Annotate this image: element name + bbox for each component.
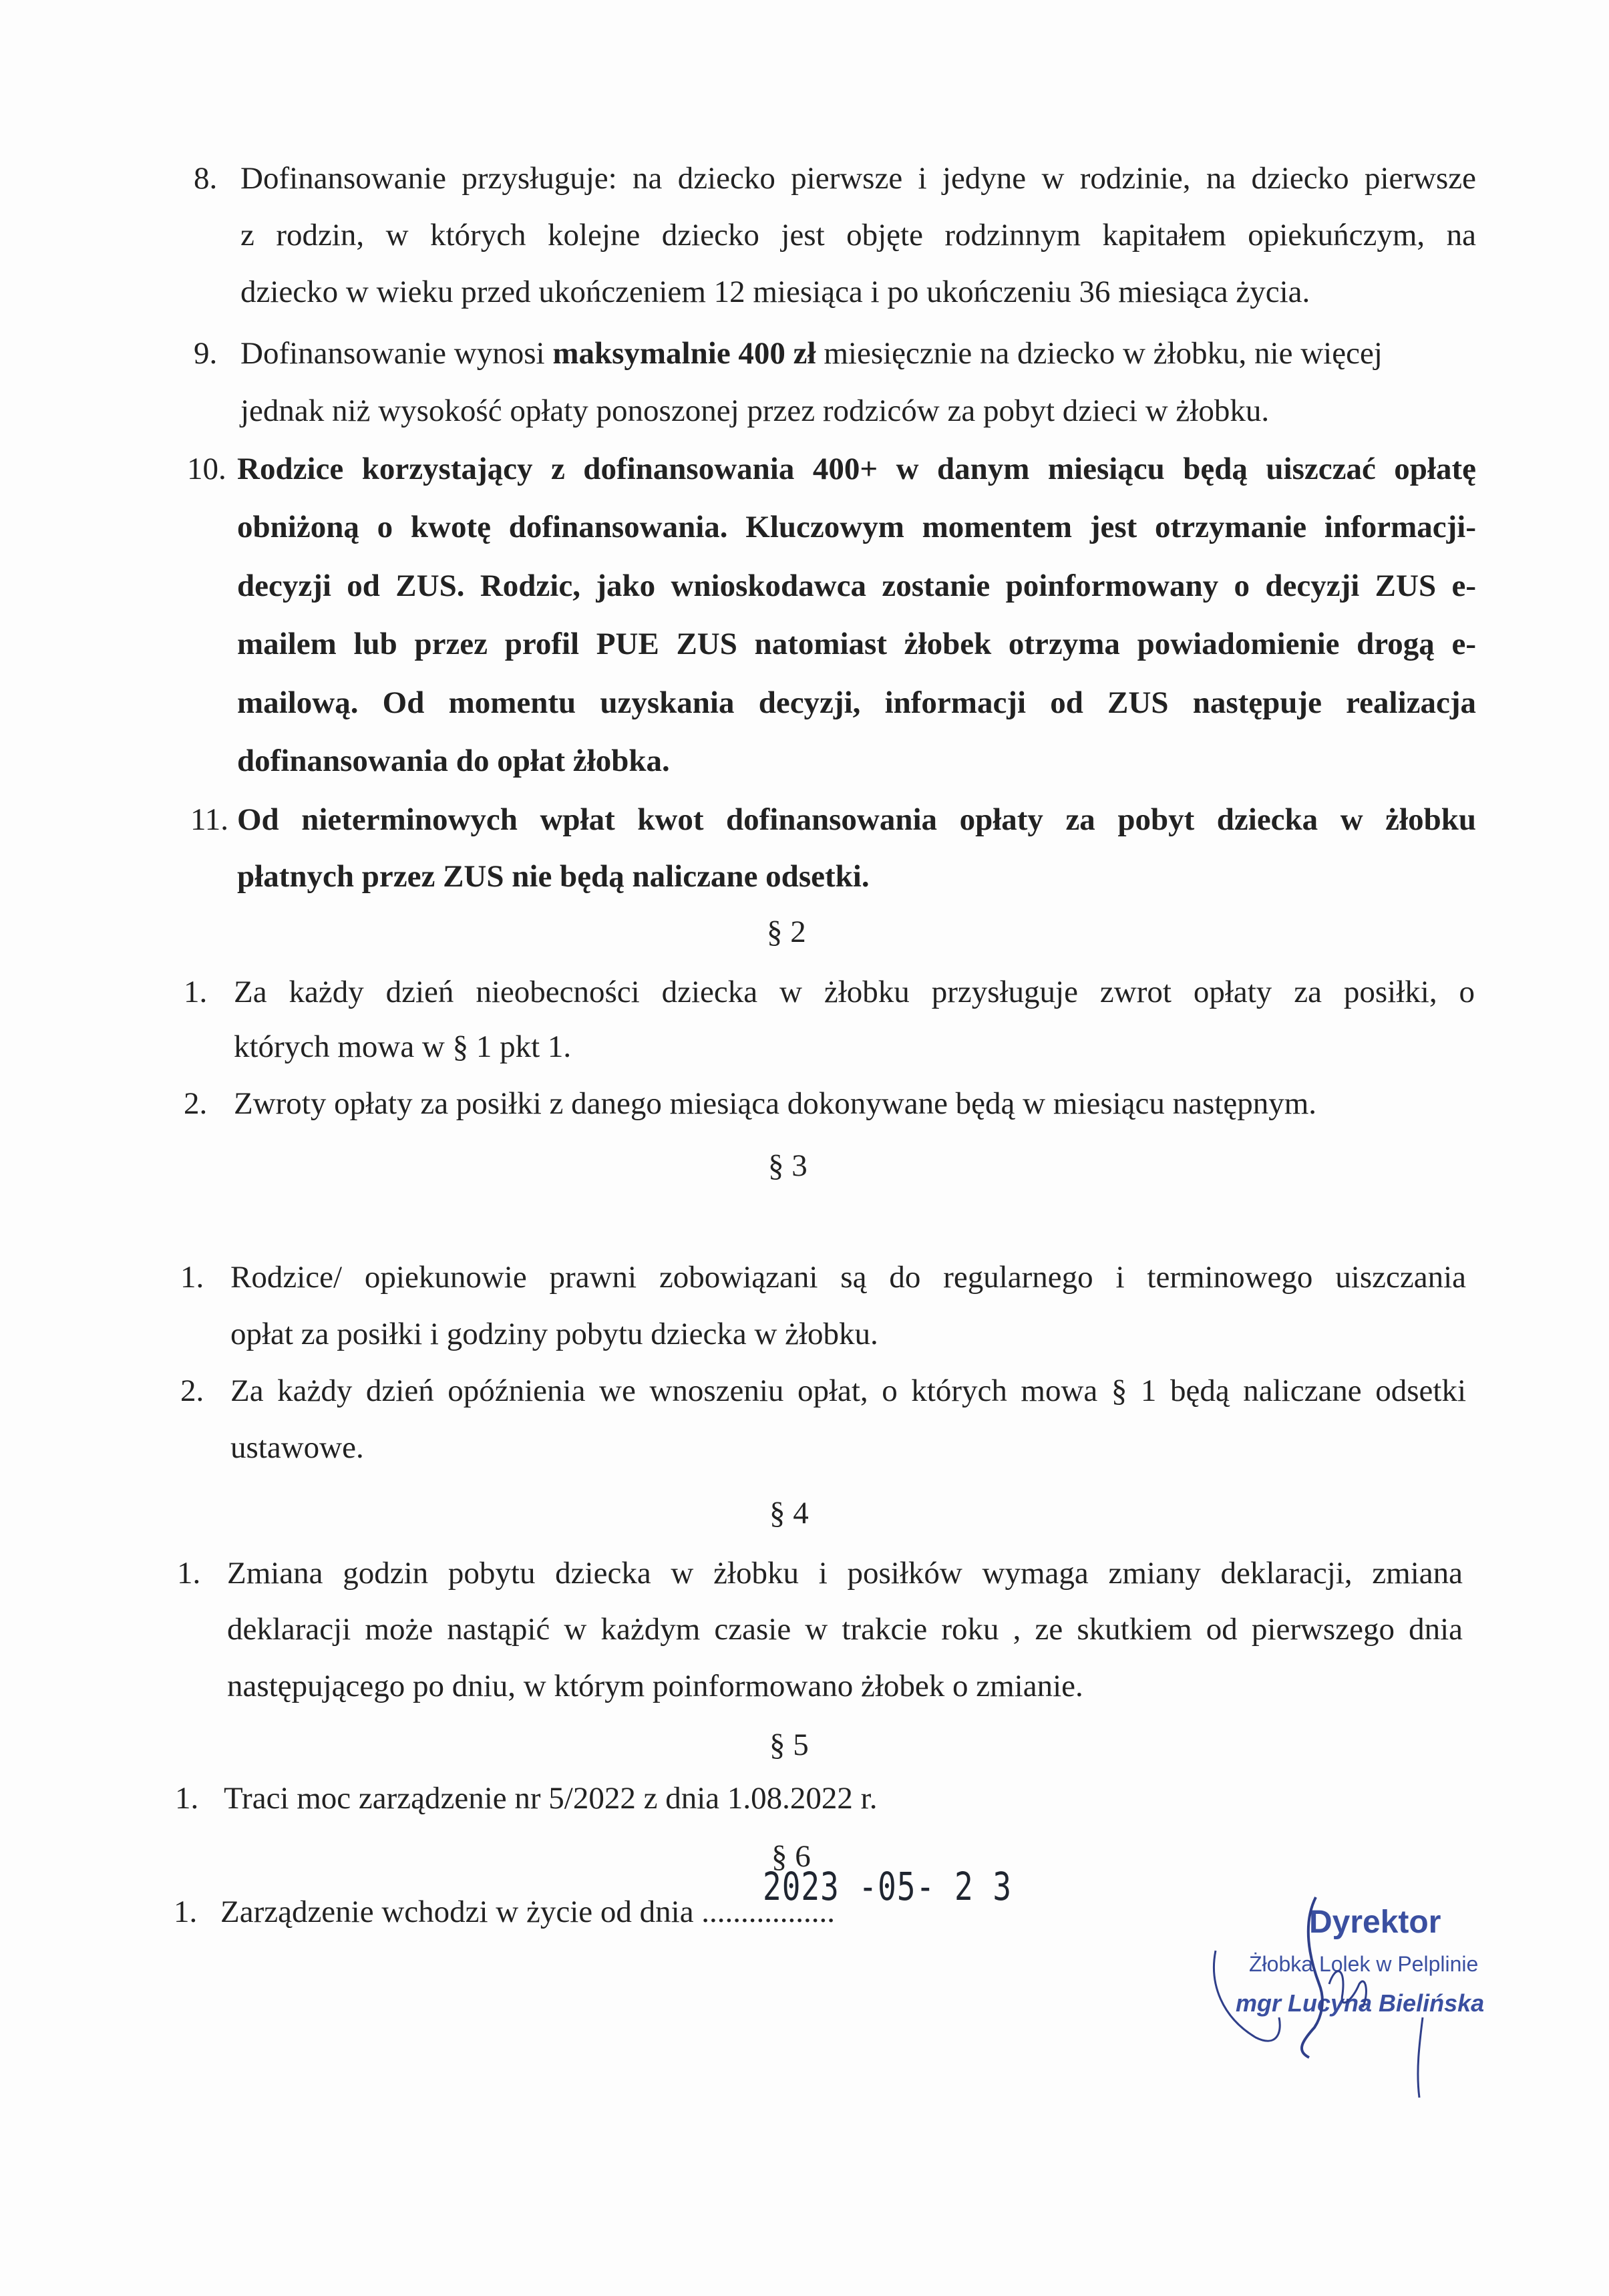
item-text-line: z rodzin, w których kolejne dziecko jest objęte rodzinnym kapitałem opiekuńczym, na — [240, 218, 1476, 253]
section-heading: § 5 — [769, 1728, 809, 1762]
item-number: 2. — [184, 1086, 208, 1121]
item-text-line: Zmiana godzin pobytu dziecka w żłobku i posiłków wymaga zmiany deklaracji, zmiana — [227, 1556, 1463, 1591]
item-text-line: deklaracji może nastąpić w każdym czasie w trakcie roku , ze skutkiem od pierwszego dnia — [227, 1612, 1463, 1647]
item-number: 10. — [187, 452, 226, 486]
item-text-line: Za każdy dzień opóźnienia we wnoszeniu opłat, o których mowa § 1 będą naliczane odsetki — [230, 1373, 1466, 1408]
date-stamp: 2023 -05- 2 3 — [763, 1864, 1013, 1909]
item-text-line: Zwroty opłaty za posiłki z danego miesiąca dokonywane będą w miesiącu następnym. — [234, 1086, 1317, 1121]
section-heading: § 6 — [771, 1839, 811, 1874]
item-number: 1. — [175, 1781, 199, 1816]
section-heading: § 4 — [769, 1496, 809, 1530]
item-text: Dofinansowanie wynosi — [240, 336, 553, 371]
item-text-line: Od nieterminowych wpłat kwot dofinansowania opłaty za pobyt dziecka w żłobku — [237, 802, 1476, 837]
item-text-line: Dofinansowanie przysługuje: na dziecko pierwsze i jedyne w rodzinie, na dziecko pierwsze — [240, 161, 1476, 196]
item-number: 1. — [184, 975, 208, 1009]
item-text-line: opłat za posiłki i godziny pobytu dziecka w żłobku. — [230, 1317, 878, 1351]
item-text-line: obniżoną o kwotę dofinansowania. Kluczowym momentem jest otrzymanie informacji- — [237, 510, 1476, 544]
stamp-title: Dyrektor — [1309, 1905, 1441, 1940]
item-text-line: Zarządzenie wchodzi w życie od dnia ................. — [220, 1895, 836, 1929]
item-text-line: ustawowe. — [230, 1430, 364, 1465]
item-number: 2. — [180, 1373, 204, 1408]
item-text-line: następującego po dniu, w którym poinformowano żłobek o zmianie. — [227, 1669, 1083, 1703]
item-number: 1. — [180, 1260, 204, 1295]
item-text-line: płatnych przez ZUS nie będą naliczane odsetki. — [237, 859, 870, 894]
item-text-line: Rodzice/ opiekunowie prawni zobowiązani są do regularnego i terminowego uiszczania — [230, 1260, 1466, 1295]
item-number: 9. — [194, 336, 218, 371]
section-heading: § 2 — [767, 915, 806, 949]
item-text-line — [240, 335, 1476, 371]
item-number: 11. — [190, 802, 229, 837]
item-text: miesięcznie na dziecko w żłobku, nie więcej — [816, 336, 1383, 371]
item-text-line: dziecko w wieku przed ukończeniem 12 miesiąca i po ukończeniu 36 miesiąca życia. — [240, 275, 1310, 309]
stamp-organization: Żłobka Lolek w Pelplinie — [1249, 1952, 1479, 1976]
item-text-line: jednak niż wysokość opłaty ponoszonej przez rodziców za pobyt dzieci w żłobku. — [240, 393, 1270, 428]
item-text-line: dofinansowania do opłat żłobka. — [237, 744, 670, 778]
item-text-line: których mowa w § 1 pkt 1. — [234, 1029, 572, 1064]
item-text-line: Traci moc zarządzenie nr 5/2022 z dnia 1.08.2022 r. — [224, 1781, 878, 1816]
item-text-line: Za każdy dzień nieobecności dziecka w żłobku przysługuje zwrot opłaty za posiłki, o — [234, 975, 1475, 1009]
item-text-line: Rodzice korzystający z dofinansowania 400+ w danym miesiącu będą uiszczać opłatę — [237, 452, 1476, 486]
item-number: 1. — [177, 1556, 201, 1591]
item-number: 8. — [194, 161, 218, 196]
section-heading: § 3 — [768, 1148, 808, 1183]
item-text-line: mailem lub przez profil PUE ZUS natomiast żłobek otrzyma powiadomienie drogą e- — [237, 627, 1476, 661]
signature-icon — [1202, 1884, 1550, 2104]
stamp-person: mgr Lucyna Bielińska — [1236, 1989, 1485, 2017]
item-text-bold: maksymalnie 400 zł — [552, 336, 816, 371]
item-number: 1. — [174, 1895, 198, 1929]
item-text-line: mailową. Od momentu uzyskania decyzji, informacji od ZUS następuje realizacja — [237, 685, 1476, 720]
item-text-line: decyzji od ZUS. Rodzic, jako wnioskodawca zostanie poinformowany o decyzji ZUS e- — [237, 568, 1476, 603]
director-stamp — [1202, 1904, 1550, 2104]
